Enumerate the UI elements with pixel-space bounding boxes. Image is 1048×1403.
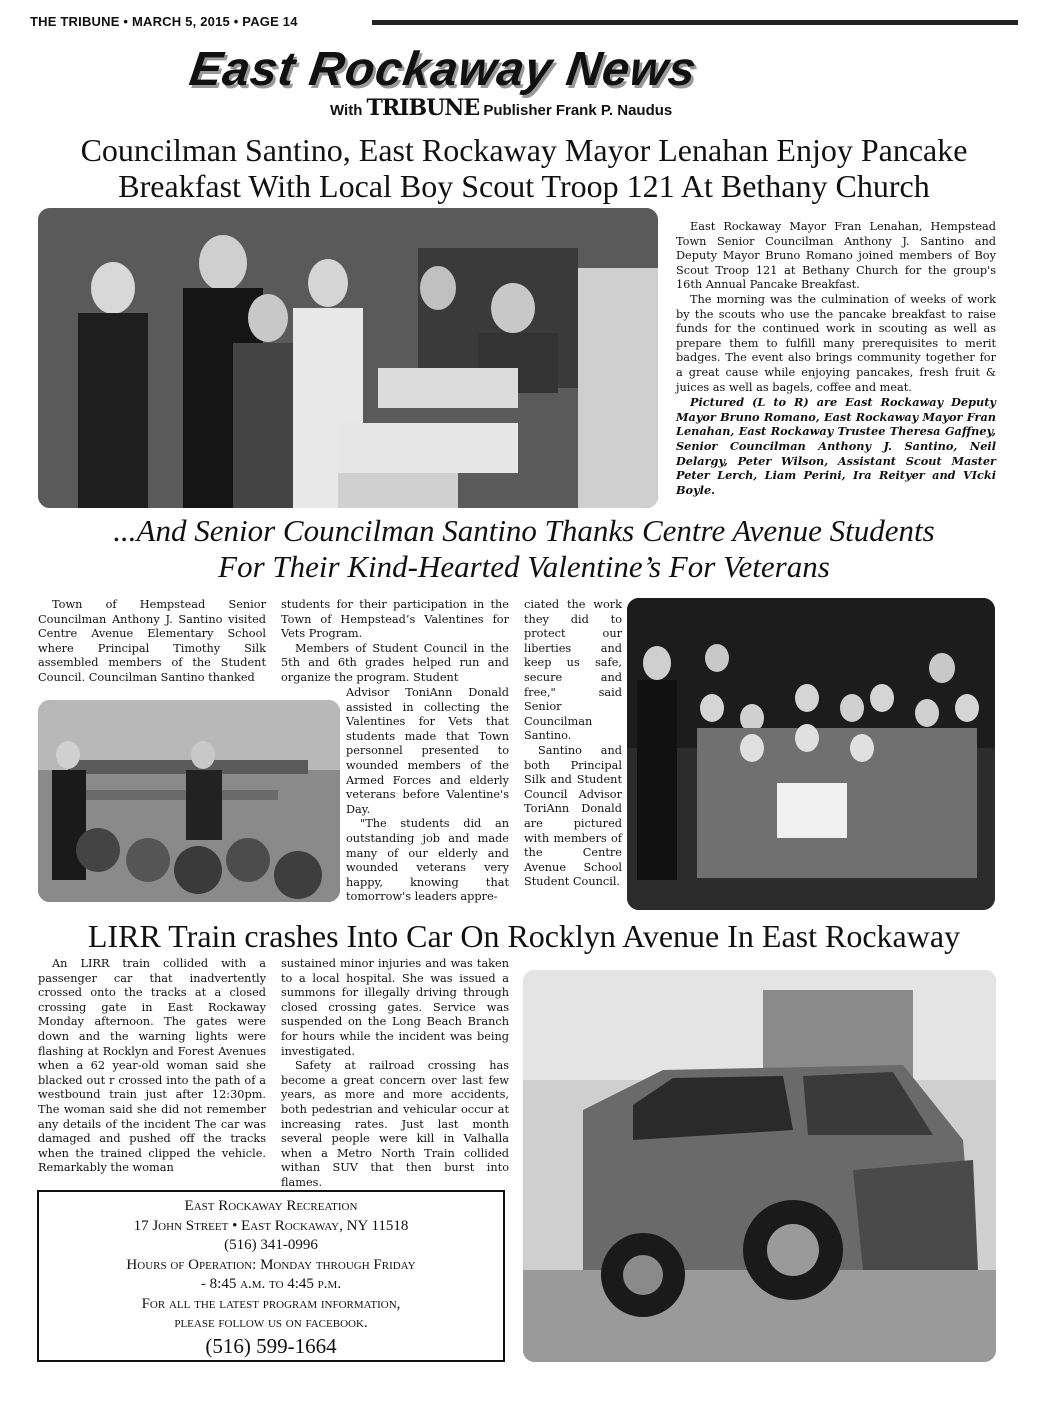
story2-paragraph: Members of Student Council in the 5th and 6th grades helped run and organize the program. Student — [281, 641, 509, 684]
ad-address: 17 John Street • East Rockaway, NY 11518 — [133, 1217, 409, 1234]
story2-headline-line2: For Their Kind-Hearted Valentine’s For Veterans — [218, 549, 830, 584]
story1-headline — [20, 132, 1028, 204]
story1-body — [676, 220, 996, 497]
story2-paragraph: Town of Hempstead Senior Councilman Anthony J. Santino visited Centre Avenue Elementary School where Principal Timothy Silk assembled members of the Student Council. Councilman Santino thanked — [38, 598, 266, 684]
recreation-ad — [37, 1190, 505, 1362]
story2-paragraph: students for their participation in the Town of Hempstead’s Valentines for Vets Program. — [281, 598, 509, 641]
story1-headline-line1: Councilman Santino, East Rockaway Mayor Lenahan Enjoy Pancake — [80, 132, 968, 168]
story1-paragraph: The morning was the culmination of weeks of work by the scouts who use the pancake breakfast to raise funds for the continued work in scouting as well as prepare them to fulfill many prerequisites to merit badges. The event also brings community together for a great cause while enjoying pancakes, fresh fruit & juices as well as bagels, coffee and meat. — [676, 292, 996, 394]
story1-paragraph: East Rockaway Mayor Fran Lenahan, Hempstead Town Senior Councilman Anthony J. Santino and Deputy Mayor Bruno Romano joined members of Boy Scout Troop 121 at Bethany Church for the group's 16th Annual Pancake Breakfast. — [676, 220, 996, 292]
story2-column-2-wrap — [346, 686, 509, 905]
story3-headline: LIRR Train crashes Into Car On Rocklyn Avenue In East Rockaway — [87, 918, 961, 954]
byline-with: With — [330, 102, 363, 119]
page-folio: THE TRIBUNE • MARCH 5, 2015 • PAGE 14 — [30, 14, 298, 29]
byline-paper-logo: TRIBUNE — [366, 95, 480, 121]
story3-column-1 — [38, 957, 266, 1176]
cafeteria-photo — [38, 700, 340, 902]
story2-headline-line1: ...And Senior Councilman Santino Thanks Centre Avenue Students — [113, 513, 935, 548]
ad-phone-large: (516) 599-1664 — [205, 1333, 337, 1358]
story2-paragraph: Advisor ToniAnn Donald assisted in collecting the Valentines for Vets that students made that Town personnel presented to wounded members of the Armed Forces and elderly veterans before Valentine's Day. — [346, 686, 509, 816]
students-photo — [627, 598, 995, 910]
ad-info-line2: please follow us on facebook. — [174, 1315, 368, 1331]
story3-paragraph: sustained minor injuries and was taken to a local hospital. She was issued a summons for illegally driving through closed crossing gates. Service was suspended on the Long Beach Branch for hours while the incident was being investigated. — [281, 957, 509, 1058]
folio-rule — [372, 20, 1018, 25]
story2-paragraph: "The students did an outstanding job and made many of our elderly and wounded veterans very happy, knowing that tomorrow's leaders appre- — [346, 817, 509, 904]
story1-headline-line2: Breakfast With Local Boy Scout Troop 121 At Bethany Church — [118, 168, 930, 204]
train-crash-photo — [523, 970, 996, 1362]
masthead-byline — [330, 95, 672, 121]
masthead-title: East Rockaway News — [186, 43, 700, 96]
story1-photo-caption: Pictured (L to R) are East Rockaway Deputy Mayor Bruno Romano, East Rockaway Mayor Fran Lenahan, East Rockaway Trustee Theresa Gaffney, Senior Councilman Anthony J. Santino, Neil Delargy, Peter Wilson, Assistant Scout Master Peter Lerch, Liam Perini, Ira Reityer and VIcki Boyle. — [676, 395, 996, 497]
ad-name: East Rockaway Recreation — [184, 1198, 358, 1214]
story2-paragraph: Santino and both Principal Silk and Student Council Advisor ToriAnn Donald are pictured with members of the Centre Avenue School Student Council. — [524, 743, 622, 889]
story2-column-2 — [281, 598, 509, 686]
byline-publisher: Publisher Frank P. Naudus — [483, 102, 673, 119]
story3-column-2 — [281, 957, 509, 1191]
ad-phone: (516) 341-0996 — [224, 1237, 318, 1253]
masthead — [186, 42, 850, 102]
group-photo-illustration — [38, 208, 658, 508]
story3-paragraph: An LIRR train collided with a passenger car that inadvertently crossed onto the tracks at a closed crossing gate in East Rockaway Monday afternoon. The gates were down and the warning lights were flashing at Rocklyn and Forest Avenues when a 62 year-old woman said she blacked out r crossed into the path of a westbound train just after 12:30pm. The woman said she did not remember any details of the incident The car was damaged and pushed off the tracks when the trained clipped the vehicle. Remarkably the woman — [38, 957, 266, 1175]
story2-column-3 — [524, 598, 622, 890]
story3-paragraph: Safety at railroad crossing has become a great concern over last few years, as more and more accidents, both pedestrian and vehicular occur at increasing rates. Just last month several people were kill in Valhalla when a Metro North Train collided withan SUV that then burst into flames. — [281, 1059, 509, 1189]
cafeteria-illustration — [38, 700, 340, 902]
pancake-breakfast-photo — [38, 208, 658, 508]
students-illustration — [627, 598, 995, 910]
ad-hours-label: Hours of Operation: Monday through Friday — [126, 1256, 416, 1273]
story2-headline — [20, 513, 1028, 585]
story2-paragraph: ciated the work they did to protect our liberties and keep us safe, secure and free," said Senior Councilman Santino. — [524, 598, 622, 743]
ad-info-line1: For all the latest program information, — [141, 1295, 401, 1312]
damaged-suv-illustration — [523, 970, 996, 1362]
story2-column-1 — [38, 598, 266, 686]
ad-hours: - 8:45 a.m. to 4:45 p.m. — [200, 1276, 342, 1292]
